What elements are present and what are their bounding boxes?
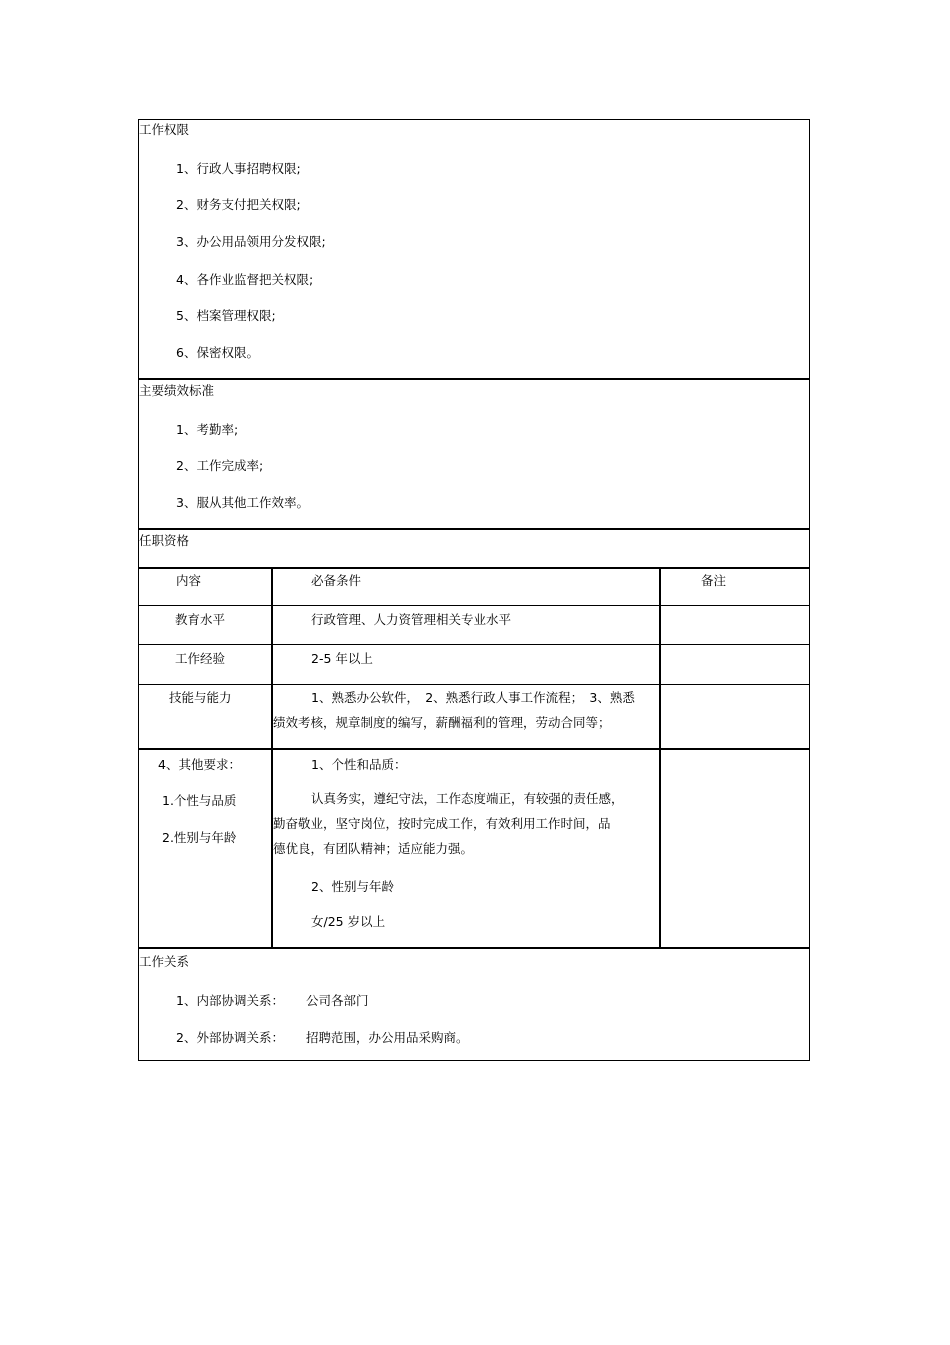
- authority-item: 6、保密权限。: [176, 345, 259, 360]
- relations-title: 工作关系: [139, 954, 190, 969]
- performance-item: 2、工作完成率;: [176, 458, 264, 473]
- other-label: 4、其他要求：: [158, 757, 241, 772]
- divider: [138, 378, 810, 380]
- authority-item: 5、档案管理权限;: [176, 308, 276, 323]
- column-divider: [271, 568, 273, 948]
- performance-item: 3、服从其他工作效率。: [176, 495, 309, 510]
- divider: [138, 528, 810, 530]
- authority-item: 2、财务支付把关权限;: [176, 197, 301, 212]
- authority-item: 4、各作业监督把关权限;: [176, 272, 314, 287]
- experience-label: 工作经验: [175, 651, 226, 666]
- divider: [138, 567, 810, 569]
- gender-title: 2、性别与年龄: [311, 879, 394, 894]
- authority-title: 工作权限: [139, 122, 190, 137]
- internal-relation-value: 公司各部门: [306, 993, 369, 1008]
- job-description-table: [138, 119, 810, 1061]
- internal-relation-label: 1、内部协调关系：: [176, 993, 284, 1008]
- experience-value: 2-5 年以上: [311, 651, 373, 666]
- authority-item: 1、行政人事招聘权限;: [176, 161, 301, 176]
- column-divider: [659, 568, 661, 948]
- divider: [138, 947, 810, 949]
- external-relation-label: 2、外部协调关系：: [176, 1030, 284, 1045]
- personality-line: 认真务实，遵纪守法，工作态度端正，有较强的责任感，: [311, 791, 624, 806]
- external-relation-value: 招聘范围，办公用品采购商。: [306, 1030, 469, 1045]
- qualification-title: 任职资格: [139, 533, 190, 548]
- other-label: 2.性别与年龄: [162, 830, 237, 845]
- skills-label: 技能与能力: [169, 690, 232, 705]
- performance-title: 主要绩效标准: [139, 383, 215, 398]
- authority-item: 3、办公用品领用分发权限;: [176, 234, 326, 249]
- skills-line: 绩效考核，规章制度的编写，薪酬福利的管理，劳动合同等；: [273, 715, 611, 730]
- other-label: 1.个性与品质: [162, 793, 237, 808]
- personality-title: 1、个性和品质：: [311, 757, 407, 772]
- row-divider: [138, 605, 810, 606]
- gender-value: 女/25 岁以上: [311, 914, 386, 929]
- row-divider: [138, 684, 810, 685]
- row-divider: [138, 644, 810, 645]
- header-remark: 备注: [701, 573, 727, 588]
- education-value: 行政管理、人力资管理相关专业水平: [311, 612, 512, 627]
- row-divider: [138, 748, 810, 750]
- header-requirement: 必备条件: [311, 573, 362, 588]
- skills-line: 1、熟悉办公软件， 2、熟悉行政人事工作流程； 3、熟悉: [311, 690, 635, 705]
- education-label: 教育水平: [175, 612, 226, 627]
- personality-line: 德优良，有团队精神；适应能力强。: [273, 841, 474, 856]
- performance-item: 1、考勤率;: [176, 422, 239, 437]
- header-content: 内容: [176, 573, 202, 588]
- personality-line: 勤奋敬业，坚守岗位，按时完成工作，有效利用工作时间，品: [273, 816, 611, 831]
